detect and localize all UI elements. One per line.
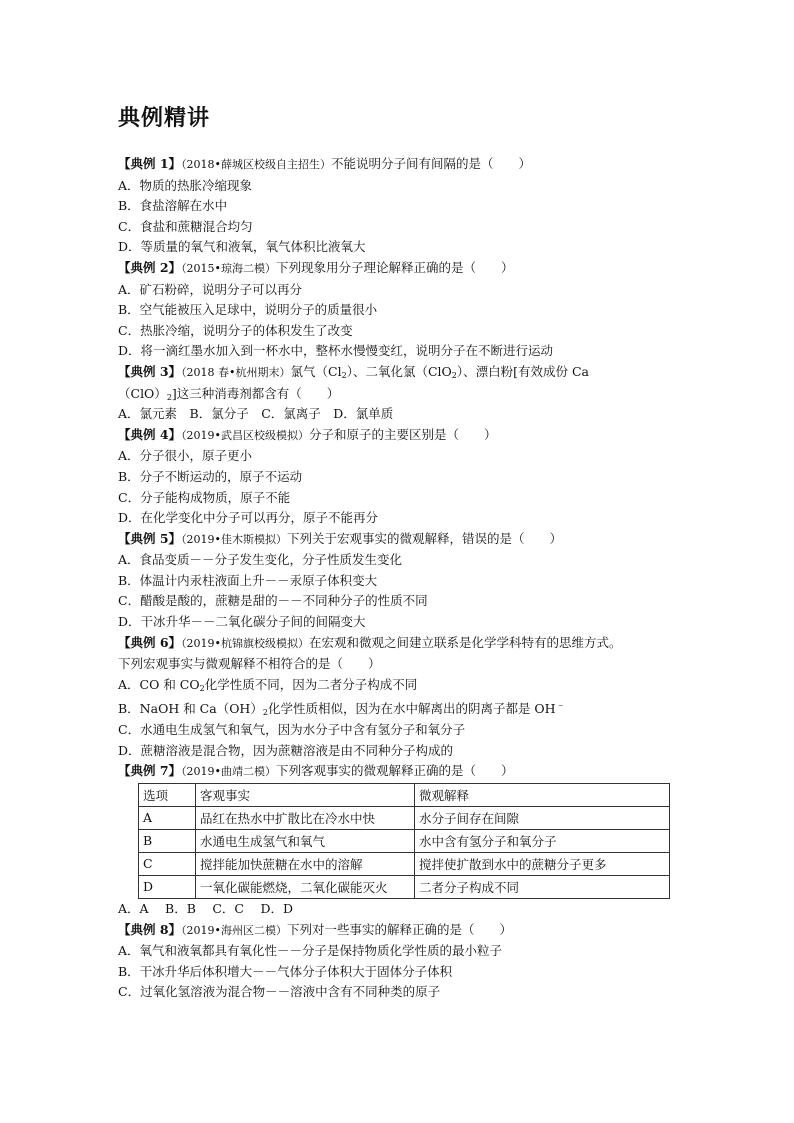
question-1-option-b: B．食盐溶解在水中 [118, 198, 228, 214]
section-title: 典例精讲 [118, 106, 211, 131]
question-5-option-c: C．醋酸是酸的，蔗糖是甜的－－不同种分子的性质不同 [118, 593, 428, 609]
question-3-source: （2018 春•杭州期末） [181, 365, 291, 379]
question-8-tag: 【典例 8】 [118, 921, 182, 937]
question-3-options: A．氯元素 B．氯分子 C．氯离子 D．氯单质 [118, 406, 394, 422]
question-6-stem-line-2: 下列宏观事实与微观解释不相符合的是（ ） [118, 656, 381, 672]
table-cell: 搅拌使扩散到水中的蔗糖分子更多 [415, 852, 670, 875]
question-1-stem [118, 154, 678, 176]
table-cell: 水分子间存在间隙 [415, 806, 670, 829]
question-3-stem-line-1 [118, 362, 678, 384]
question-3-text-b: ）、二氧化氯（ClO [346, 363, 452, 379]
question-7-options: A．A B．B C．C D．D [118, 900, 294, 916]
question-7-text: 下列客观事实的微观解释正确的是（ ） [276, 763, 514, 779]
table-cell: B [139, 829, 196, 852]
question-7-stem [118, 761, 678, 783]
table-cell: 品红在热水中扩散比在冷水中快 [196, 806, 415, 829]
question-6-option-a-text-2: 化学性质不同，因为二者分子构成不同 [204, 676, 418, 692]
table-header-cell: 客观事实 [196, 783, 415, 806]
subscript: 2 [451, 370, 457, 380]
question-1-option-c: C．食盐和蔗糖混合均匀 [118, 218, 253, 234]
question-6-source: （2019•杭锦旗校级模拟） [181, 636, 310, 650]
question-4-text: 分子和原子的主要区别是（ ） [309, 426, 497, 442]
question-7-table [138, 783, 670, 899]
question-5-option-d: D．干冰升华－－二氧化碳分子间的间隔变大 [118, 614, 366, 630]
question-4-option-b: B．分子不断运动的，原子不运动 [118, 468, 303, 484]
question-4-source: （2019•武昌区校级模拟） [181, 428, 310, 442]
question-6-option-d: D．蔗糖溶液是混合物，因为蔗糖溶液是由不同种分子构成的 [118, 742, 454, 758]
question-2-option-d: D．将一滴红墨水加入到一杯水中，整杯水慢慢变红，说明分子在不断进行运动 [118, 343, 554, 359]
subscript: 2 [262, 708, 268, 718]
question-5-stem [118, 529, 678, 551]
question-3-text-e: ]这三种消毒剂都含有（ ） [171, 385, 340, 401]
question-4-option-a: A．分子很小，原子更小 [118, 448, 253, 464]
question-4-tag: 【典例 4】 [118, 426, 182, 442]
question-5-option-b: B．体温计内汞柱液面上升－－汞原子体积变大 [118, 572, 378, 588]
question-1-source: （2018•薛城区校级自主招生） [181, 158, 332, 171]
table-row [139, 852, 670, 875]
question-2-text: 下列现象用分子理论解释正确的是（ ） [276, 259, 514, 275]
question-6-option-a-text-1: A．CO 和 CO [118, 676, 200, 692]
question-3-text-d: （ClO） [118, 385, 167, 401]
question-6-option-b-text-1: B．NaOH 和 Ca（OH） [118, 701, 263, 717]
question-6-text: 在宏观和微观之间建立联系是化学学科特有的思维方式。 [309, 634, 622, 650]
table-header-cell: 选项 [139, 783, 196, 806]
question-2-option-b: B．空气能被压入足球中，说明分子的质量很小 [118, 302, 378, 318]
question-7-tag: 【典例 7】 [118, 763, 182, 779]
table-cell: 水通电生成氢气和氧气 [196, 829, 415, 852]
table-header-row [139, 783, 670, 806]
question-1-tag: 【典例 1】 [118, 156, 182, 171]
question-3-stem-line-2 [118, 384, 678, 405]
table-row [139, 806, 670, 829]
table-cell: C [139, 852, 196, 875]
question-2-tag: 【典例 2】 [118, 259, 182, 275]
question-3-tag: 【典例 3】 [118, 363, 182, 379]
question-6-stem [118, 633, 678, 655]
subscript: 2 [166, 392, 172, 402]
question-6-option-b [118, 695, 678, 720]
subscript: 2 [199, 683, 205, 693]
table-cell: 搅拌能加快蔗糖在水中的溶解 [196, 852, 415, 875]
question-5-tag: 【典例 5】 [118, 530, 182, 546]
question-5-text: 下列关于宏观事实的微观解释，错误的是（ ） [287, 530, 563, 546]
question-2-option-c: C．热胀冷缩，说明分子的体积发生了改变 [118, 322, 353, 338]
question-6-option-a [118, 675, 678, 696]
question-5-source: （2019•佳木斯模拟） [181, 532, 288, 546]
table-cell: A [139, 806, 196, 829]
question-8-option-c: C．过氧化氢溶液为混合物－－溶液中含有不同种类的原子 [118, 984, 441, 1000]
question-8-source: （2019•海州区二模） [181, 923, 288, 937]
question-5-option-a: A．食品变质－－分子发生变化，分子性质发生变化 [118, 552, 403, 568]
question-7-source: （2019•曲靖二模） [181, 765, 277, 779]
question-2-source: （2015•琼海二模） [181, 261, 277, 275]
question-2-stem [118, 258, 678, 280]
question-6-option-c: C．水通电生成氢气和氧气，因为水分子中含有氢分子和氧分子 [118, 722, 466, 738]
question-1-option-a: A．物质的热胀冷缩现象 [118, 177, 253, 193]
question-8-option-b: B．干冰升华后体积增大－－气体分子体积大于固体分子体积 [118, 963, 453, 979]
table-row [139, 829, 670, 852]
superscript: ﹣ [555, 699, 566, 712]
question-2-option-a: A．矿石粉碎，说明分子可以再分 [118, 281, 303, 297]
question-4-option-d: D．在化学变化中分子可以再分，原子不能再分 [118, 510, 379, 526]
document-page [118, 104, 678, 1003]
table-row [139, 875, 670, 898]
question-6-tag: 【典例 6】 [118, 634, 182, 650]
table-header-cell: 微观解释 [415, 783, 670, 806]
question-3-text-c: ）、漂白粉[有效成份 Ca [456, 363, 589, 379]
subscript: 2 [341, 370, 347, 380]
table-cell: 水中含有氢分子和氧分子 [415, 829, 670, 852]
question-3-text-a: 氯气（Cl [290, 363, 342, 379]
question-1-option-d: D．等质量的氧气和液氧，氧气体积比液氧大 [118, 239, 366, 255]
table-cell: 一氧化碳能燃烧，二氧化碳能灭火 [196, 875, 415, 898]
question-8-text: 下列对一些事实的解释正确的是（ ） [287, 921, 513, 937]
table-cell: D [139, 875, 196, 898]
question-8-stem [118, 920, 678, 942]
question-4-stem [118, 425, 678, 447]
table-cell: 二者分子构成不同 [415, 875, 670, 898]
question-6-option-b-text-2: 化学性质相似，因为在水中解离出的阴离子都是 OH [267, 701, 556, 717]
question-1-text: 不能说明分子间有间隔的是（ ） [331, 156, 532, 171]
question-8-option-a: A．氧气和液氧都具有氧化性－－分子是保持物质化学性质的最小粒子 [118, 943, 503, 959]
question-4-option-c: C．分子能构成物质，原子不能 [118, 489, 291, 505]
